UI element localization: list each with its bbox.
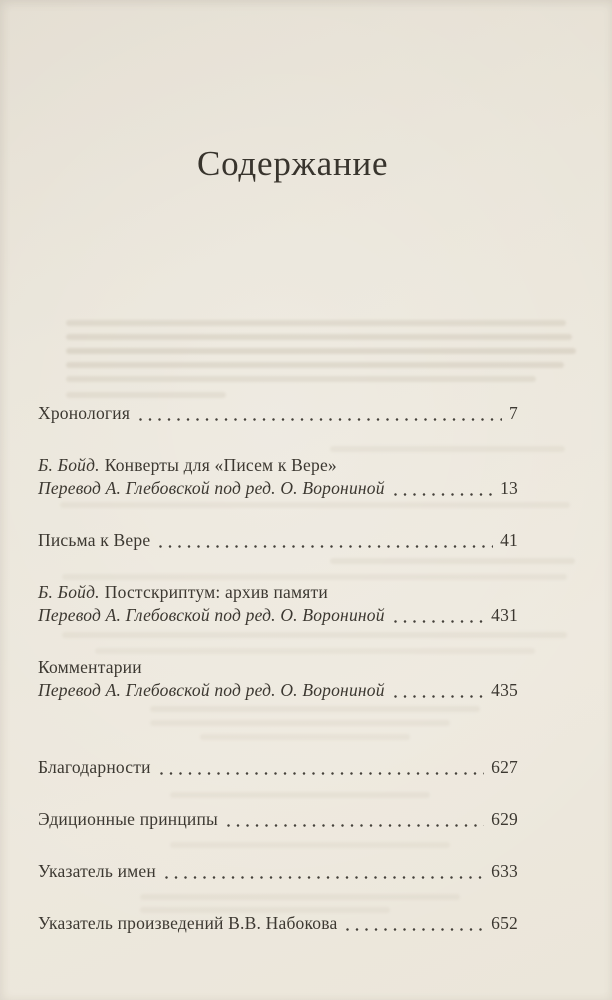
dot-leader — [346, 928, 484, 931]
toc-entry-page-number: 41 — [500, 530, 518, 550]
toc-entry-title-line — [38, 454, 518, 477]
bleed-through-line — [66, 376, 536, 382]
toc-entry — [38, 581, 518, 627]
dot-leader — [165, 876, 484, 879]
toc-entry-subtitle-line — [38, 604, 518, 627]
toc-entry-page-number: 627 — [491, 757, 518, 777]
toc-entry-page-number: 629 — [491, 809, 518, 829]
toc-entry-author: Б. Бойд. — [38, 582, 100, 602]
toc-entry-title-line — [38, 529, 518, 552]
toc-entry-title: Эдиционные принципы — [38, 809, 218, 829]
toc-entry-page-number: 633 — [491, 861, 518, 881]
dot-leader — [160, 772, 484, 775]
bleed-through-line — [66, 392, 226, 398]
toc-entry-subtitle-line — [38, 679, 518, 702]
toc-entry-title-line — [38, 860, 518, 883]
toc-entry-page-number: 431 — [491, 605, 518, 625]
toc-entry-page-number: 13 — [500, 478, 518, 498]
toc-entry-title-line — [38, 912, 518, 935]
toc-entry-page-number: 7 — [509, 403, 518, 423]
toc-entry-title-line — [38, 756, 518, 779]
bleed-through-line — [66, 334, 572, 340]
dot-leader — [227, 824, 484, 827]
toc-entry-page-number: 652 — [491, 913, 518, 933]
toc-entry-title-line — [38, 656, 518, 679]
dot-leader — [159, 545, 493, 548]
toc-entry-subtitle: Перевод А. Глебовской под ред. О. Ворониной — [38, 478, 385, 498]
bleed-through-line — [66, 320, 566, 326]
toc-entry — [38, 454, 518, 500]
toc-entry — [38, 912, 518, 935]
dot-leader — [394, 620, 484, 623]
toc-entry-title: Хронология — [38, 403, 131, 423]
toc-entry — [38, 808, 518, 831]
dot-leader — [394, 493, 493, 496]
toc-entry-title-line — [38, 808, 518, 831]
toc-entry-title: Указатель произведений В.В. Набокова — [38, 913, 338, 933]
toc-entry-author: Б. Бойд. — [38, 455, 100, 475]
dot-leader — [139, 418, 502, 421]
toc-entry — [38, 756, 518, 779]
toc-entry-title: Постскриптум: архив памяти — [104, 582, 328, 602]
toc-entry-subtitle-line — [38, 477, 518, 500]
toc-entry — [38, 656, 518, 702]
toc-entry-subtitle: Перевод А. Глебовской под ред. О. Ворониной — [38, 680, 385, 700]
toc-entry-title: Указатель имен — [38, 861, 156, 881]
toc-entry-title: Письма к Вере — [38, 530, 151, 550]
dot-leader — [394, 695, 484, 698]
toc-entry-title: Комментарии — [38, 657, 142, 677]
toc-entry-page-number: 435 — [491, 680, 518, 700]
toc-entry — [38, 529, 518, 552]
bleed-through-line — [66, 362, 564, 368]
page-title: Содержание — [197, 144, 389, 183]
toc-entry-title-line — [38, 581, 518, 604]
toc-entry-title: Благодарности — [38, 757, 151, 777]
bleed-through-line — [66, 348, 576, 354]
toc-entry-title-line — [38, 402, 518, 425]
toc-entry — [38, 402, 518, 425]
toc-list — [38, 402, 518, 935]
toc-entry-subtitle: Перевод А. Глебовской под ред. О. Ворониной — [38, 605, 385, 625]
toc-entry-title: Конверты для «Писем к Вере» — [104, 455, 337, 475]
toc-entry — [38, 860, 518, 883]
